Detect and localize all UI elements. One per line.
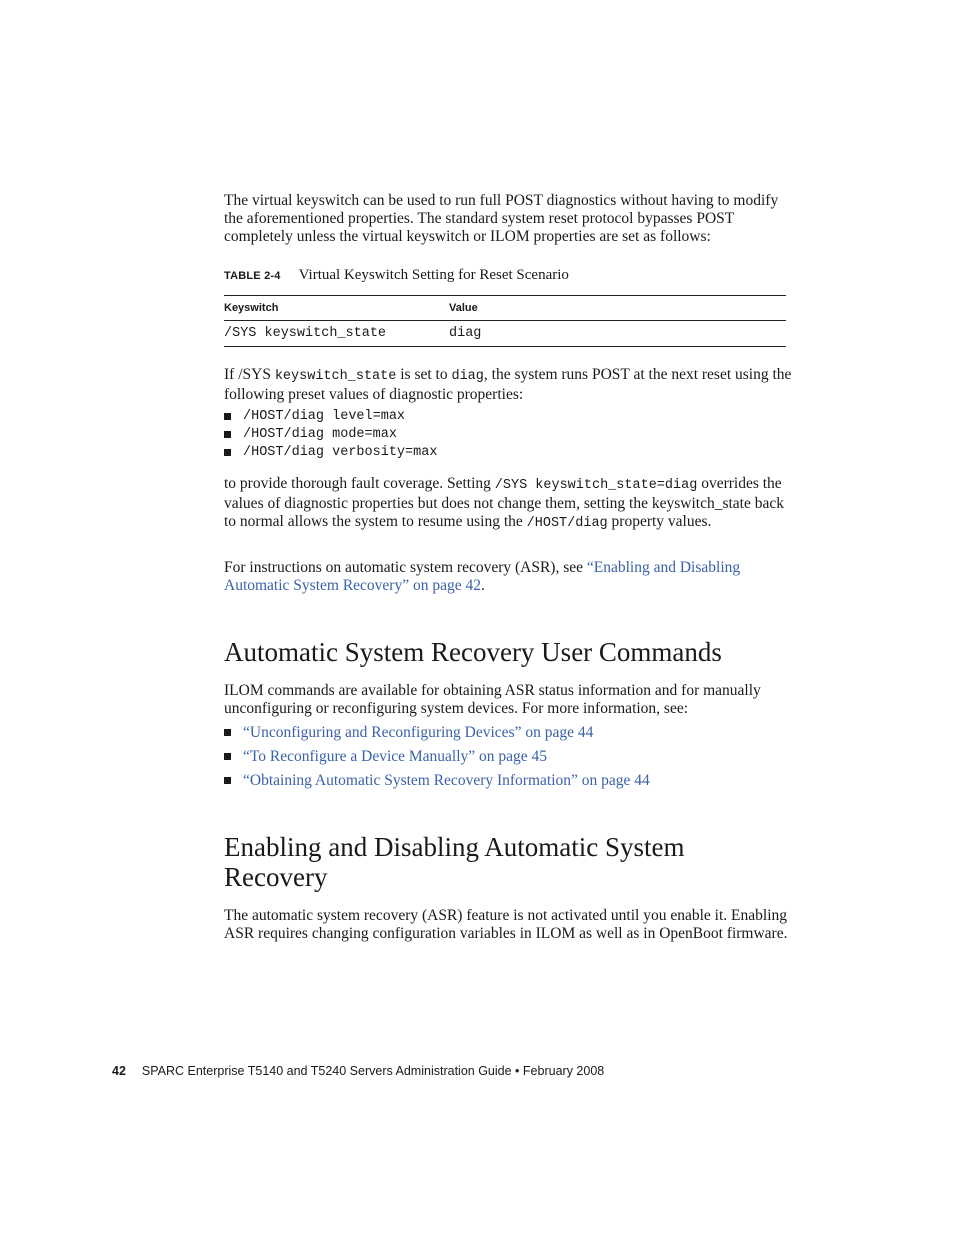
- link-unconfiguring-devices[interactable]: “Unconfiguring and Reconfiguring Devices” on page 44: [243, 724, 594, 741]
- section-heading-asr-user-commands: Automatic System Recovery User Commands: [224, 637, 722, 667]
- table-caption: [224, 267, 569, 284]
- bullet-icon: [224, 753, 231, 760]
- bullet-icon: [224, 449, 231, 456]
- asr-commands-paragraph: ILOM commands are available for obtaining ASR status information and for manually unconfiguring or reconfiguring system devices. For more information, see:: [224, 682, 761, 717]
- bullet-icon: [224, 777, 231, 784]
- table-bottom-rule: [224, 346, 786, 347]
- code-keyswitch-diag: /SYS keyswitch_state=diag: [494, 478, 698, 493]
- table-header-value: Value: [449, 302, 478, 314]
- link-enabling-disabling-asr[interactable]: “Enabling and Disabling Automatic System Recovery” on page 42: [224, 559, 741, 594]
- table-header-keyswitch: Keyswitch: [224, 302, 279, 314]
- table-cell-value: diag: [449, 326, 482, 341]
- bullet-icon: [224, 431, 231, 438]
- code-host-diag: /HOST/diag: [526, 516, 608, 531]
- footer-title: SPARC Enterprise T5140 and T5240 Servers Administration Guide: [141, 1064, 512, 1078]
- intro-paragraph: The virtual keyswitch can be used to run full POST diagnostics without having to modify the aforementioned properties. The standard system reset protocol bypasses POST completely unless the virtual keyswitch or ILOM properties are set as follows:: [224, 192, 779, 245]
- asr-instructions-paragraph: For instructions on automatic system recovery (ASR), see “Enabling and Disabling Automatic System Recovery” on page 42.: [224, 559, 741, 594]
- enabling-asr-paragraph: The automatic system recovery (ASR) feature is not activated until you enable it. Enabling ASR requires changing configuration variables in ILOM as well as in OpenBoot firmware.: [224, 907, 788, 942]
- bullet-icon: [224, 413, 231, 420]
- link-obtaining-asr-info[interactable]: “Obtaining Automatic System Recovery Information” on page 44: [243, 772, 650, 789]
- table-header-rule: [224, 320, 786, 321]
- table-title: Virtual Keyswitch Setting for Reset Scenario: [298, 267, 569, 283]
- page-number: 42: [112, 1064, 126, 1078]
- table-label: TABLE 2-4: [224, 270, 281, 282]
- section-heading-enabling-asr: Enabling and Disabling Automatic System Recovery: [224, 832, 685, 892]
- code-diag: diag: [451, 369, 484, 384]
- diag-paragraph: If /SYS keyswitch_state is set to diag, the system runs POST at the next reset using the following preset values of diagnostic properties:: [224, 366, 792, 403]
- footer-date: February 2008: [522, 1064, 605, 1078]
- code-keyswitch-state: keyswitch_state: [274, 369, 397, 384]
- coverage-paragraph: to provide thorough fault coverage. Setting /SYS keyswitch_state=diag overrides the values of diagnostic properties but does not change them, setting the keyswitch_state back to normal allows the system to resume using the /HOST/diag property values.: [224, 475, 785, 531]
- table-cell-keyswitch: /SYS keyswitch_state: [224, 326, 387, 341]
- table-top-rule: [224, 295, 786, 296]
- page-footer: [112, 1064, 604, 1078]
- bullet-icon: [224, 729, 231, 736]
- footer-separator: •: [515, 1064, 520, 1078]
- link-reconfigure-device[interactable]: “To Reconfigure a Device Manually” on page 45: [243, 748, 548, 765]
